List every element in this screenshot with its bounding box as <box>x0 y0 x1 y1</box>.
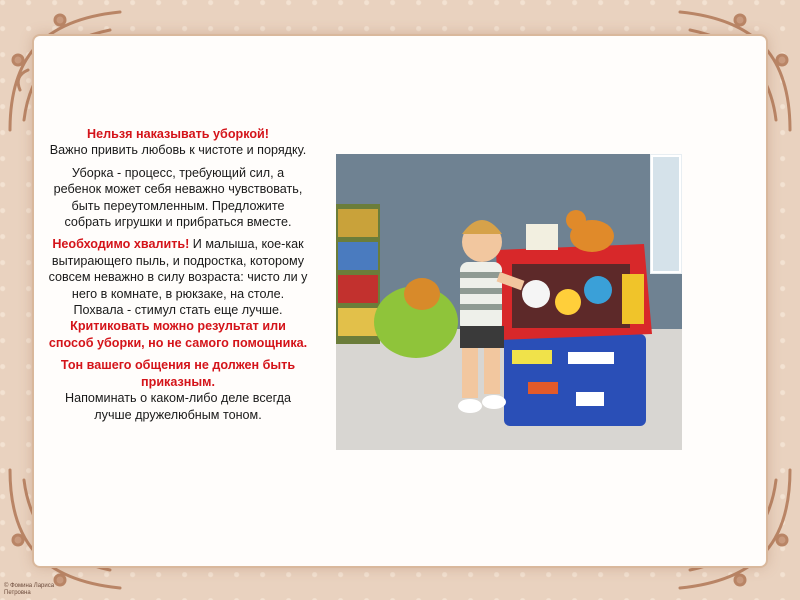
author-credit: © Фомина Лариса Петровна <box>4 583 55 596</box>
paragraph-3 <box>48 236 308 351</box>
heading-praise: Необходимо хвалить! <box>52 237 190 252</box>
heading-no-punish: Нельзя наказывать уборкой! <box>87 127 269 141</box>
paragraph-3-text: И малыша, кое-как вытирающего пыль, и подростка, которому совсем неважно в силу возраста: чисто ли у него в комнате, в рюкзаке, на столе. Похвала - стимул стать еще лучше. <box>48 237 308 318</box>
paragraph-1 <box>48 126 308 159</box>
photo-boy-toy-chest <box>336 154 682 450</box>
paragraph-4 <box>48 357 308 423</box>
criticism-note: Критиковать можно результат или способ уборки, но не самого помощника. <box>48 319 308 350</box>
paragraph-1-text: Важно привить любовь к чистоте и порядку. <box>49 143 307 158</box>
paragraph-4-text: Напоминать о каком-либо деле всегда лучше дружелюбным тоном. <box>64 391 292 422</box>
slide-text <box>48 126 308 429</box>
heading-tone: Тон вашего общения не должен быть приказным. <box>60 358 296 389</box>
paragraph-2: Уборка - процесс, требующий сил, а ребенок может себя неважно чувствовать, быть переутомленным. Предложите собрать игрушки и прибраться вместе. <box>53 165 303 230</box>
